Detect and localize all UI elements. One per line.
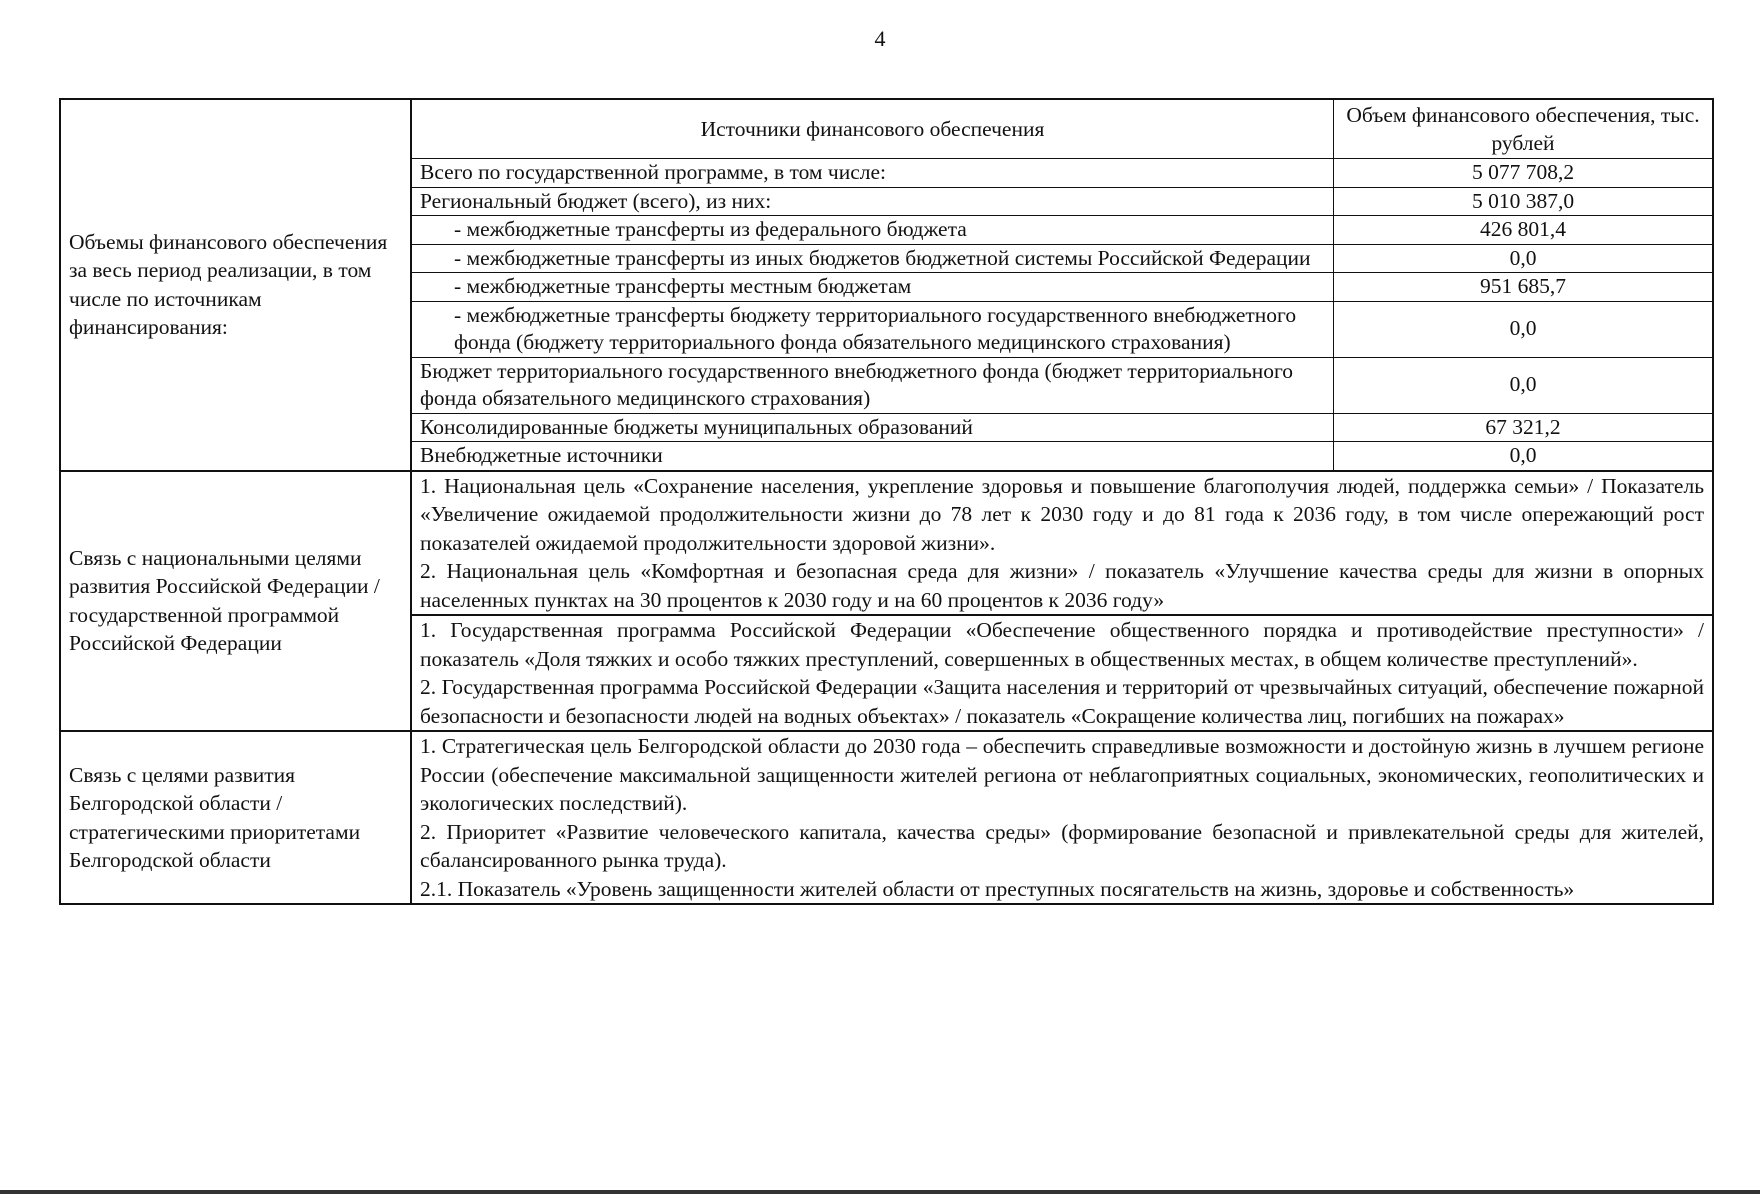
regional-goals-block bbox=[412, 732, 1712, 903]
table-row bbox=[412, 442, 1712, 470]
amount-cell: 426 801,4 bbox=[1334, 216, 1713, 245]
regional-goal-item: 1. Стратегическая цель Белгородской области до 2030 года – обеспечить справедливые возможности и достойную жизнь в лучшем регионе России (обеспечение максимальной защищенности жителей региона от неблагоприятных социальных, экономических, геополитических и экологических последствий). bbox=[420, 734, 1704, 815]
table-row bbox=[412, 216, 1712, 245]
passport-table bbox=[59, 98, 1714, 905]
financing-content bbox=[411, 99, 1713, 471]
table-row bbox=[412, 413, 1712, 442]
amount-cell: 67 321,2 bbox=[1334, 413, 1713, 442]
federal-program-item: 1. Государственная программа Российской Федерации «Обеспечение общественного порядка и противодействие преступности» / показатель «Доля тяжких и особо тяжких преступлений, совершенных в общественных местах, в общем количестве преступлений». bbox=[420, 618, 1704, 671]
regional-goal-item: 2. Приоритет «Развитие человеческого капитала, качества среды» (формирование безопасной и привлекательной среды для жителей, сбалансированного рынка труда). bbox=[420, 819, 1704, 872]
source-cell: Бюджет территориального государственного внебюджетного фонда (бюджет территориального фонда обязательного медицинского страхования) bbox=[412, 357, 1334, 413]
source-cell: Консолидированные бюджеты муниципальных образований bbox=[412, 413, 1334, 442]
federal-program-item: 2. Государственная программа Российской Федерации «Защита населения и территорий от чрезвычайных ситуаций, обеспечение пожарной безопасности и безопасности людей на водных объектах» / показатель «Сокращение количества лиц, погибших на пожарах» bbox=[420, 675, 1704, 728]
national-goals-block bbox=[412, 472, 1712, 615]
table-row bbox=[412, 159, 1712, 188]
financing-header-row bbox=[412, 100, 1712, 159]
financing-label: Объемы финансового обеспечения за весь период реализации, в том числе по источникам финансирования: bbox=[60, 99, 411, 471]
source-cell: Внебюджетные источники bbox=[412, 442, 1334, 470]
source-cell: Региональный бюджет (всего), из них: bbox=[412, 187, 1334, 216]
regional-goal-item: 2.1. Показатель «Уровень защищенности жителей области от преступных посягательств на жизнь, здоровье и собственность» bbox=[420, 876, 1575, 901]
national-goal-item: 1. Национальная цель «Сохранение населения, укрепление здоровья и повышение благополучия людей, поддержка семьи» / Показатель «Увеличение ожидаемой продолжительности жизни до 78 лет к 2030 году и до 81 года к 2036 году, в том числе опережающий рост показателей ожидаемой продолжительности здоровой жизни». bbox=[420, 473, 1704, 555]
national-goals-content bbox=[411, 471, 1713, 732]
amount-cell: 0,0 bbox=[1334, 442, 1713, 470]
regional-goals-content bbox=[411, 731, 1713, 904]
regional-goals-label: Связь с целями развития Белгородской области / стратегическими приоритетами Белгородской области bbox=[60, 731, 411, 904]
source-cell: - межбюджетные трансферты бюджету территориального государственного внебюджетного фонда (бюджету территориального фонда обязательного медицинского страхования) bbox=[412, 301, 1334, 357]
header-amount: Объем финансового обеспечения, тыс. рублей bbox=[1334, 100, 1713, 159]
source-cell: Всего по государственной программе, в том числе: bbox=[412, 159, 1334, 188]
amount-cell: 5 077 708,2 bbox=[1334, 159, 1713, 188]
national-goals-label: Связь с национальными целями развития Российской Федерации / государственной программой Российской Федерации bbox=[60, 471, 411, 732]
amount-cell: 5 010 387,0 bbox=[1334, 187, 1713, 216]
table-row bbox=[412, 301, 1712, 357]
amount-cell: 0,0 bbox=[1334, 244, 1713, 273]
financing-section bbox=[60, 99, 1713, 471]
source-cell: - межбюджетные трансферты из иных бюджетов бюджетной системы Российской Федерации bbox=[412, 244, 1334, 273]
table-row bbox=[412, 357, 1712, 413]
amount-cell: 0,0 bbox=[1334, 301, 1713, 357]
amount-cell: 0,0 bbox=[1334, 357, 1713, 413]
table-row bbox=[412, 187, 1712, 216]
national-goals-section bbox=[60, 471, 1713, 732]
national-goal-item: 2. Национальная цель «Комфортная и безопасная среда для жизни» / показатель «Улучшение качества среды для жизни в опорных населенных пунктах на 30 процентов к 2030 году и на 60 процентов к 2036 году» bbox=[420, 559, 1704, 612]
table-row bbox=[412, 273, 1712, 302]
table-row bbox=[412, 244, 1712, 273]
header-source: Источники финансового обеспечения bbox=[412, 100, 1334, 159]
scan-bottom-edge bbox=[0, 1190, 1760, 1194]
financing-table bbox=[412, 100, 1712, 470]
source-cell: - межбюджетные трансферты из федерального бюджета bbox=[412, 216, 1334, 245]
amount-cell: 951 685,7 bbox=[1334, 273, 1713, 302]
regional-goals-section bbox=[60, 731, 1713, 904]
page-number: 4 bbox=[874, 26, 886, 51]
federal-programs-block bbox=[412, 614, 1712, 730]
source-cell: - межбюджетные трансферты местным бюджетам bbox=[412, 273, 1334, 302]
